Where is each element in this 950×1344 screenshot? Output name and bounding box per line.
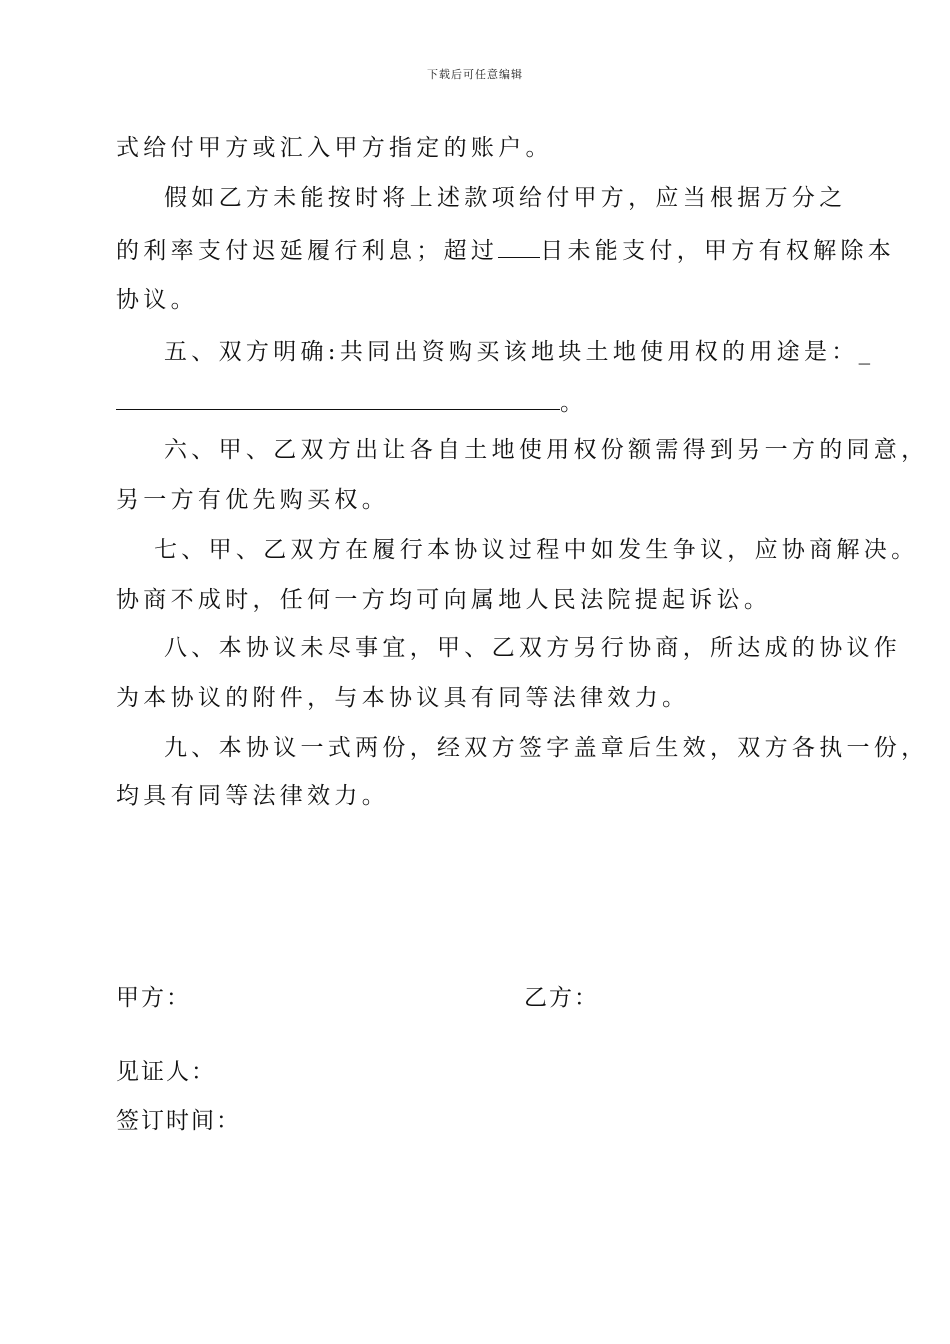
paragraph-text: _ xyxy=(858,339,875,365)
sign-date-label: 签订时间： xyxy=(116,1108,241,1134)
paragraph-line: 协商不成时，任何一方均可向属地人民法院提起诉讼。 xyxy=(116,587,772,613)
paragraph-line: 假如乙方未能按时将上述款项给付甲方，应当根据万分之 xyxy=(164,185,847,211)
witness-label: 见证人： xyxy=(116,1059,216,1085)
party-b-label: 乙方： xyxy=(524,985,599,1011)
paragraph-line xyxy=(116,387,587,418)
paragraph-line: 九、本协议一式两份，经双方签字盖章后生效，双方各执一份， xyxy=(164,735,929,761)
paragraph-line: 六、甲、乙双方出让各自土地使用权份额需得到另一方的同意， xyxy=(164,437,929,463)
blank-underline xyxy=(498,235,540,258)
paragraph-line: 式给付甲方或汇入甲方指定的账户。 xyxy=(116,135,553,161)
page-header: 下载后可任意编辑 xyxy=(427,68,523,81)
paragraph-line: 八、本协议未尽事宜，甲、乙双方另行协商，所达成的协议作 xyxy=(164,635,902,661)
paragraph-line xyxy=(116,235,895,266)
blank-underline xyxy=(116,387,560,410)
paragraph-line: 均具有同等法律效力。 xyxy=(116,783,389,809)
paragraph-text: 。 xyxy=(560,390,588,416)
paragraph-text: 的利率支付迟延履行利息；超过 xyxy=(116,238,499,264)
paragraph-line xyxy=(164,337,874,367)
paragraph-text: 五、双方明确:共同出资购买该地块土地使用权的用途是： xyxy=(164,339,859,365)
paragraph-line: 为本协议的附件，与本协议具有同等法律效力。 xyxy=(116,685,690,711)
paragraph-line: 另一方有优先购买权。 xyxy=(116,487,389,513)
paragraph-line: 七、甲、乙双方在履行本协议过程中如发生争议，应协商解决。 xyxy=(154,537,919,563)
paragraph-text: 日未能支付，甲方有权解除本 xyxy=(540,238,896,264)
paragraph-line: 协议。 xyxy=(116,287,198,313)
party-a-label: 甲方： xyxy=(116,985,191,1011)
